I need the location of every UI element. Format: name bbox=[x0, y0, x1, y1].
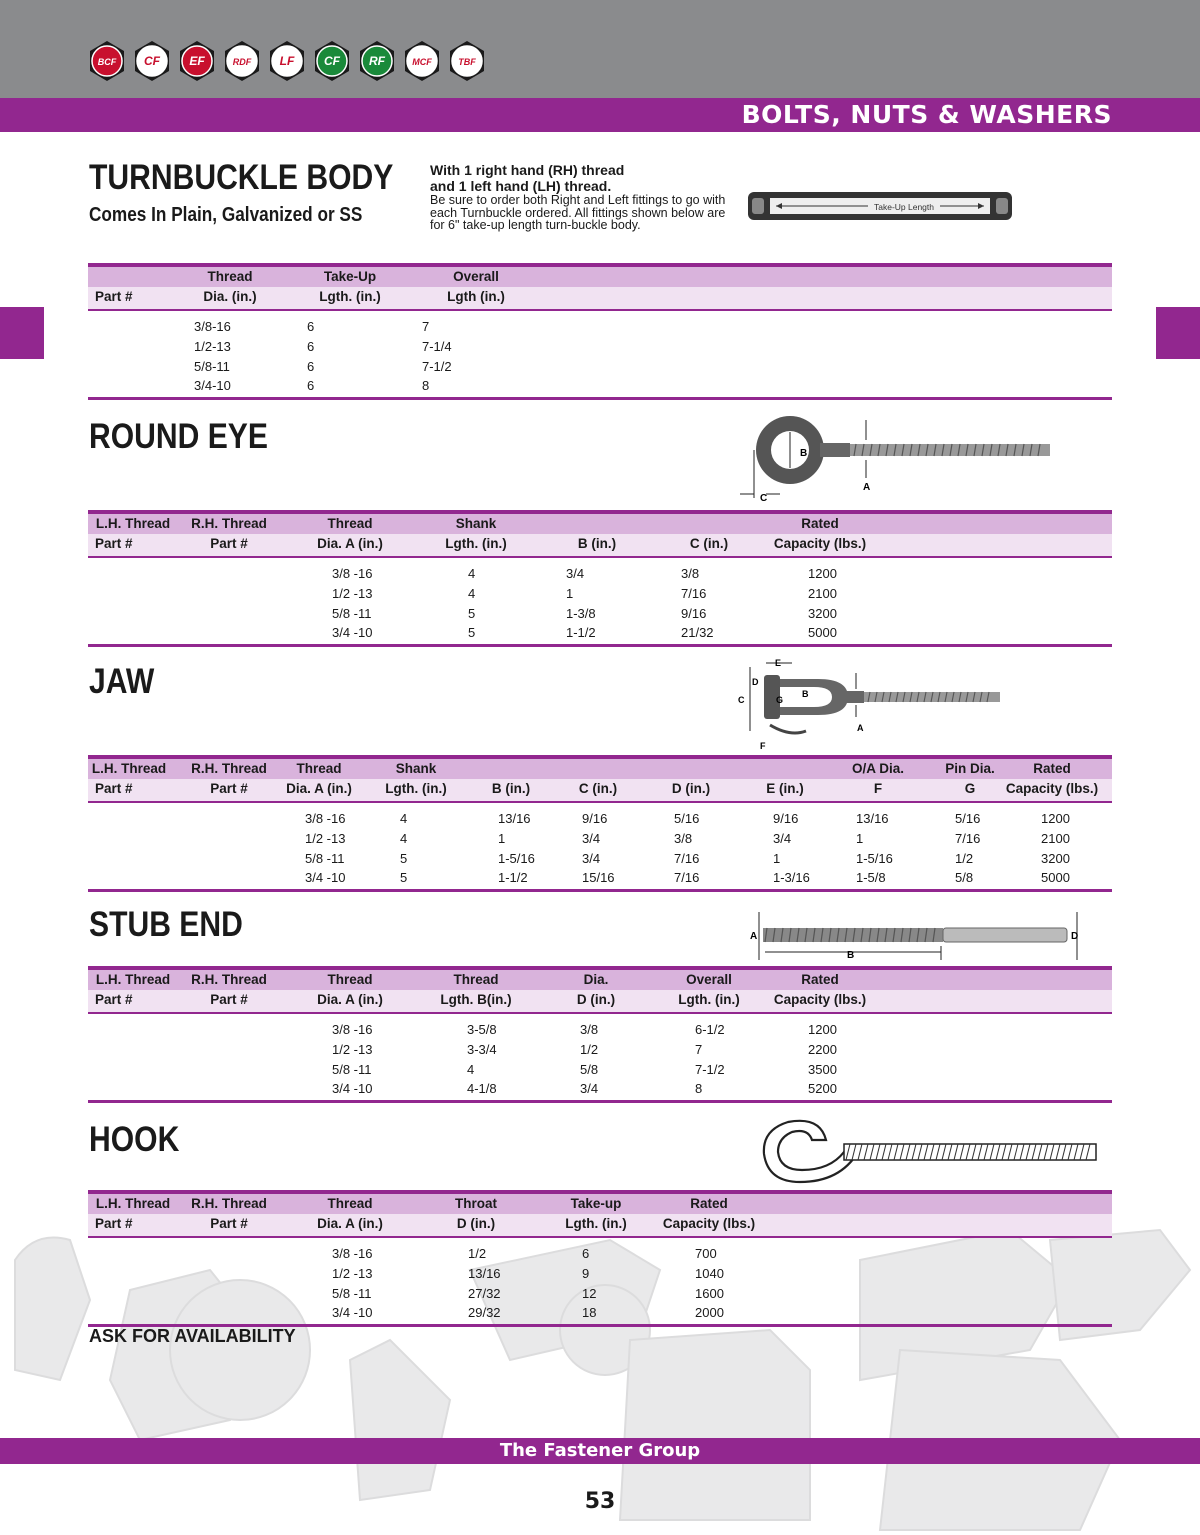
column-header: Throat bbox=[455, 1196, 497, 1211]
column-subheader: Part # bbox=[210, 536, 248, 551]
table-subheader-row bbox=[88, 1214, 1112, 1238]
column-subheader: E (in.) bbox=[766, 781, 804, 796]
table-cell: 9/16 bbox=[582, 811, 608, 826]
table-cell: 13/16 bbox=[498, 811, 531, 826]
table-cell: 5/16 bbox=[955, 811, 981, 826]
column-header: Shank bbox=[395, 761, 437, 776]
column-header: L.H. Thread bbox=[95, 1196, 171, 1211]
table-cell: 6 bbox=[582, 1246, 590, 1261]
stub-label-d: D bbox=[1071, 931, 1079, 942]
table-cell: 1/2-13 bbox=[194, 338, 231, 354]
table-cell: 5/8 bbox=[580, 1061, 599, 1077]
stub-end-table bbox=[88, 966, 1112, 1103]
table-cell: 1 bbox=[566, 585, 574, 601]
jaw-label-e: E bbox=[775, 658, 782, 668]
table-cell: 4-1/8 bbox=[467, 1081, 497, 1097]
turnbuckle-intro bbox=[430, 162, 730, 232]
brand-logo-text: TBF bbox=[458, 57, 476, 67]
table-cell: 8 bbox=[422, 378, 430, 394]
column-subheader: B (in.) bbox=[491, 781, 531, 796]
table-cell: 7/16 bbox=[681, 585, 707, 601]
table-header-row bbox=[88, 966, 1112, 990]
table-cell: 3200 bbox=[1041, 850, 1070, 866]
table-cell: 1-3/16 bbox=[773, 870, 810, 886]
table-body bbox=[88, 803, 1112, 892]
table-header-row bbox=[88, 510, 1112, 534]
jaw-table bbox=[88, 755, 1112, 892]
table-cell: 21/32 bbox=[681, 625, 714, 641]
column-header: Rated bbox=[801, 516, 839, 531]
table-cell: 5 bbox=[468, 625, 476, 641]
table-cell: 700 bbox=[695, 1246, 717, 1261]
table-cell: 5 bbox=[400, 850, 408, 866]
table-cell: 2000 bbox=[695, 1305, 724, 1321]
stub-end-title: STUB END bbox=[89, 905, 243, 944]
column-header: Rated bbox=[1033, 761, 1071, 776]
column-subheader: Capacity (lbs.) bbox=[773, 992, 867, 1007]
jaw-diagram bbox=[730, 655, 1010, 753]
table-cell: 6-1/2 bbox=[695, 1022, 725, 1037]
table-cell: 18 bbox=[582, 1305, 597, 1321]
round-eye-table bbox=[88, 510, 1112, 647]
table-cell: 3-5/8 bbox=[467, 1022, 497, 1037]
turnbuckle-diagram bbox=[746, 186, 1016, 226]
brand-logo bbox=[131, 40, 173, 82]
table-cell: 3/4 -10 bbox=[332, 1305, 373, 1321]
column-header: R.H. Thread bbox=[191, 761, 267, 776]
column-header: L.H. Thread bbox=[91, 761, 167, 776]
table-body bbox=[88, 311, 1112, 400]
ask-availability-note: ASK FOR AVAILABILITY bbox=[89, 1326, 296, 1346]
table-cell: 6 bbox=[307, 358, 315, 374]
table-cell: 2200 bbox=[808, 1041, 837, 1057]
table-cell: 7/16 bbox=[674, 850, 700, 866]
table-cell: 1/2 -13 bbox=[332, 1041, 373, 1057]
table-cell: 5/16 bbox=[674, 811, 700, 826]
table-cell: 6 bbox=[307, 319, 315, 334]
table-cell: 3/8 -16 bbox=[332, 1022, 373, 1037]
table-cell: 7-1/2 bbox=[695, 1061, 725, 1077]
column-subheader: Lgth. (in.) bbox=[445, 536, 507, 551]
brand-logo bbox=[356, 40, 398, 82]
table-cell: 4 bbox=[400, 811, 408, 826]
stub-label-b: B bbox=[847, 950, 855, 961]
table-cell: 3-3/4 bbox=[467, 1041, 497, 1057]
column-header: Shank bbox=[455, 516, 497, 531]
column-subheader: C (in.) bbox=[689, 536, 729, 551]
table-cell: 5/8 -11 bbox=[332, 1285, 372, 1301]
table-cell: 7-1/2 bbox=[422, 358, 452, 374]
column-subheader: Dia. A (in.) bbox=[317, 1216, 383, 1231]
table-cell: 5000 bbox=[808, 625, 837, 641]
column-header: Thread bbox=[327, 1196, 373, 1211]
brand-logo bbox=[221, 40, 263, 82]
page-number: 53 bbox=[584, 1489, 616, 1514]
column-header: Overall bbox=[453, 269, 499, 284]
table-cell: 1-5/16 bbox=[498, 850, 535, 866]
column-subheader: Part # bbox=[95, 1216, 133, 1231]
table-cell: 5/8 bbox=[955, 870, 974, 886]
category-title: BOLTS, NUTS & WASHERS bbox=[741, 100, 1112, 129]
table-cell: 6 bbox=[307, 378, 315, 394]
column-subheader: C (in.) bbox=[578, 781, 618, 796]
column-header: Take-Up bbox=[323, 269, 377, 284]
brand-logo bbox=[446, 40, 488, 82]
column-subheader: Part # bbox=[95, 536, 133, 551]
table-cell: 1/2 bbox=[468, 1246, 487, 1261]
brand-logo bbox=[176, 40, 218, 82]
jaw-label-f: F bbox=[760, 741, 766, 751]
table-cell: 1 bbox=[498, 830, 506, 846]
column-subheader: Lgth. (in.) bbox=[385, 781, 447, 796]
table-subheader-row bbox=[88, 990, 1112, 1014]
table-cell: 7 bbox=[695, 1041, 703, 1057]
column-subheader: Dia. (in.) bbox=[203, 289, 257, 304]
table-cell: 13/16 bbox=[468, 1265, 501, 1281]
turnbuckle-table bbox=[88, 263, 1112, 400]
column-header: Thread bbox=[327, 516, 373, 531]
intro-bold-line-2: and 1 left hand (LH) thread. bbox=[430, 178, 612, 194]
table-cell: 1/2 bbox=[955, 850, 974, 866]
table-cell: 4 bbox=[467, 1061, 475, 1077]
table-cell: 12 bbox=[582, 1285, 597, 1301]
brand-logo bbox=[311, 40, 353, 82]
column-subheader: Part # bbox=[210, 992, 248, 1007]
table-cell: 6 bbox=[307, 338, 315, 354]
column-header: Overall bbox=[686, 972, 732, 987]
table-cell: 3/8 bbox=[674, 830, 693, 846]
category-bar bbox=[0, 98, 1200, 132]
table-cell: 8 bbox=[695, 1081, 703, 1097]
jaw-title: JAW bbox=[89, 662, 155, 701]
column-subheader: Lgth (in.) bbox=[447, 289, 505, 304]
brand-logo bbox=[86, 40, 128, 82]
column-subheader: G bbox=[964, 781, 976, 796]
column-subheader: Part # bbox=[210, 781, 248, 796]
table-cell: 1-3/8 bbox=[566, 605, 596, 621]
brand-logo bbox=[401, 40, 443, 82]
table-header-row bbox=[88, 755, 1112, 779]
table-cell: 7-1/4 bbox=[422, 338, 452, 354]
stub-label-a: A bbox=[750, 931, 758, 942]
table-cell: 2100 bbox=[1041, 830, 1070, 846]
column-subheader: Part # bbox=[95, 289, 133, 304]
table-body bbox=[88, 1014, 1112, 1103]
brand-logo-text: MCF bbox=[412, 57, 432, 67]
hook-title: HOOK bbox=[89, 1120, 180, 1159]
table-cell: 3/8-16 bbox=[194, 319, 231, 334]
column-subheader: D (in.) bbox=[456, 1216, 496, 1231]
table-cell: 7 bbox=[422, 319, 430, 334]
table-cell: 5/8 -11 bbox=[332, 605, 372, 621]
turnbuckle-subtitle: Comes In Plain, Galvanized or SS bbox=[89, 204, 363, 226]
round-eye-label-c: C bbox=[760, 493, 768, 504]
column-header: Dia. bbox=[583, 972, 609, 987]
table-cell: 3/4 bbox=[582, 850, 601, 866]
brand-logo-text: CF bbox=[144, 54, 160, 68]
table-cell: 3/4 bbox=[773, 830, 792, 846]
table-cell: 3/4 -10 bbox=[305, 870, 346, 886]
jaw-label-d: D bbox=[752, 677, 759, 687]
brand-logo-text: EF bbox=[189, 54, 205, 68]
table-cell: 29/32 bbox=[468, 1305, 501, 1321]
brand-logo-row bbox=[86, 40, 488, 82]
column-header: O/A Dia. bbox=[851, 761, 905, 776]
column-subheader: Lgth. B(in.) bbox=[440, 992, 512, 1007]
table-cell: 2100 bbox=[808, 585, 837, 601]
footer-bar bbox=[0, 1438, 1200, 1464]
table-subheader-row bbox=[88, 779, 1112, 803]
table-cell: 3/4 -10 bbox=[332, 1081, 373, 1097]
round-eye-label-a: A bbox=[863, 482, 871, 493]
footer-company: The Fastener Group bbox=[499, 1440, 701, 1461]
brand-logo-text: RDF bbox=[232, 57, 252, 67]
column-header: Thread bbox=[327, 972, 373, 987]
round-eye-label-b: B bbox=[800, 448, 808, 459]
column-subheader: Lgth. (in.) bbox=[678, 992, 740, 1007]
hook-table bbox=[88, 1190, 1112, 1327]
jaw-label-a: A bbox=[857, 723, 864, 733]
table-cell: 3/8 bbox=[580, 1022, 599, 1037]
table-cell: 3/4 bbox=[580, 1081, 599, 1097]
jaw-label-g: G bbox=[776, 695, 784, 705]
table-cell: 3200 bbox=[808, 605, 837, 621]
hook-diagram bbox=[758, 1112, 1103, 1192]
table-cell: 4 bbox=[400, 830, 408, 846]
table-body bbox=[88, 558, 1112, 647]
column-subheader: Capacity (lbs.) bbox=[662, 1216, 756, 1231]
table-cell: 1200 bbox=[808, 566, 837, 581]
column-subheader: Dia. A (in.) bbox=[317, 536, 383, 551]
table-cell: 4 bbox=[468, 566, 476, 581]
table-subheader-row bbox=[88, 287, 1112, 311]
brand-logo-text: BCF bbox=[97, 57, 117, 67]
table-cell: 1/2 -13 bbox=[332, 585, 373, 601]
table-cell: 5/8 -11 bbox=[305, 850, 345, 866]
brand-logo-text: LF bbox=[279, 54, 295, 68]
column-subheader: Lgth. (in.) bbox=[319, 289, 381, 304]
jaw-label-c: C bbox=[738, 695, 745, 705]
column-subheader: Capacity (lbs.) bbox=[773, 536, 867, 551]
table-cell: 3/4 bbox=[566, 566, 585, 581]
column-subheader: F bbox=[873, 781, 883, 796]
stub-end-diagram bbox=[745, 908, 1090, 966]
column-subheader: B (in.) bbox=[577, 536, 617, 551]
round-eye-title: ROUND EYE bbox=[89, 417, 268, 456]
table-cell: 4 bbox=[468, 585, 476, 601]
column-subheader: Part # bbox=[95, 992, 133, 1007]
column-header: Thread bbox=[207, 269, 253, 284]
column-subheader: Part # bbox=[95, 781, 133, 796]
brand-logo bbox=[266, 40, 308, 82]
jaw-label-b: B bbox=[802, 689, 809, 699]
column-header: Pin Dia. bbox=[945, 761, 995, 776]
table-body bbox=[88, 1238, 1112, 1327]
takeup-length-label: Take-Up Length bbox=[873, 202, 935, 212]
table-cell: 5/8 -11 bbox=[332, 1061, 372, 1077]
table-header-row bbox=[88, 263, 1112, 287]
table-cell: 3/4 -10 bbox=[332, 625, 373, 641]
table-cell: 3/8 -16 bbox=[305, 811, 346, 826]
table-cell: 9 bbox=[582, 1265, 590, 1281]
column-subheader: D (in.) bbox=[576, 992, 616, 1007]
left-page-tab bbox=[0, 307, 44, 359]
table-cell: 1 bbox=[773, 850, 781, 866]
table-cell: 9/16 bbox=[681, 605, 707, 621]
column-header: L.H. Thread bbox=[95, 972, 171, 987]
table-cell: 5000 bbox=[1041, 870, 1070, 886]
table-cell: 5 bbox=[468, 605, 476, 621]
column-header: R.H. Thread bbox=[191, 516, 267, 531]
table-cell: 3/8 bbox=[681, 566, 700, 581]
table-cell: 1/2 bbox=[580, 1041, 599, 1057]
table-cell: 5/8-11 bbox=[194, 358, 230, 374]
column-subheader: Dia. A (in.) bbox=[286, 781, 352, 796]
table-cell: 1200 bbox=[808, 1022, 837, 1037]
table-cell: 1/2 -13 bbox=[305, 830, 346, 846]
column-header: Thread bbox=[453, 972, 499, 987]
column-header: Rated bbox=[801, 972, 839, 987]
table-cell: 3/4 bbox=[582, 830, 601, 846]
table-cell: 1-5/8 bbox=[856, 870, 886, 886]
table-cell: 27/32 bbox=[468, 1285, 501, 1301]
table-cell: 1040 bbox=[695, 1265, 724, 1281]
table-cell: 1600 bbox=[695, 1285, 724, 1301]
column-subheader: D (in.) bbox=[671, 781, 711, 796]
table-cell: 1/2 -13 bbox=[332, 1265, 373, 1281]
round-eye-diagram bbox=[730, 410, 1060, 506]
table-subheader-row bbox=[88, 534, 1112, 558]
table-cell: 15/16 bbox=[582, 870, 615, 886]
brand-logo-text: CF bbox=[324, 54, 340, 68]
table-cell: 1-5/16 bbox=[856, 850, 893, 866]
right-page-tab bbox=[1156, 307, 1200, 359]
column-header: Take-up bbox=[570, 1196, 622, 1211]
table-cell: 3/8 -16 bbox=[332, 1246, 373, 1261]
table-cell: 7/16 bbox=[955, 830, 981, 846]
table-cell: 5 bbox=[400, 870, 408, 886]
table-cell: 1-1/2 bbox=[566, 625, 596, 641]
intro-bold-line-1: With 1 right hand (RH) thread bbox=[430, 162, 625, 178]
table-cell: 1 bbox=[856, 830, 864, 846]
table-cell: 3500 bbox=[808, 1061, 837, 1077]
column-subheader: Lgth. (in.) bbox=[565, 1216, 627, 1231]
table-cell: 7/16 bbox=[674, 870, 700, 886]
intro-text: Be sure to order both Right and Left fittings to go with each Turnbuckle ordered. All fittings shown below are for 6" take-up length turn-buckle body. bbox=[430, 193, 726, 232]
table-cell: 3/8 -16 bbox=[332, 566, 373, 581]
column-header: R.H. Thread bbox=[191, 1196, 267, 1211]
table-cell: 3/4-10 bbox=[194, 378, 231, 394]
table-cell: 5200 bbox=[808, 1081, 837, 1097]
column-header: L.H. Thread bbox=[95, 516, 171, 531]
column-subheader: Dia. A (in.) bbox=[317, 992, 383, 1007]
column-header: Thread bbox=[296, 761, 342, 776]
table-cell: 9/16 bbox=[773, 811, 799, 826]
turnbuckle-title: TURNBUCKLE BODY bbox=[89, 158, 394, 197]
column-subheader: Part # bbox=[210, 1216, 248, 1231]
brand-logo-text: RF bbox=[369, 54, 385, 68]
table-cell: 1200 bbox=[1041, 811, 1070, 826]
table-cell: 13/16 bbox=[856, 811, 889, 826]
column-header: R.H. Thread bbox=[191, 972, 267, 987]
column-subheader: Capacity (lbs.) bbox=[1005, 781, 1099, 796]
column-header: Rated bbox=[690, 1196, 728, 1211]
table-header-row bbox=[88, 1190, 1112, 1214]
table-cell: 1-1/2 bbox=[498, 870, 528, 886]
